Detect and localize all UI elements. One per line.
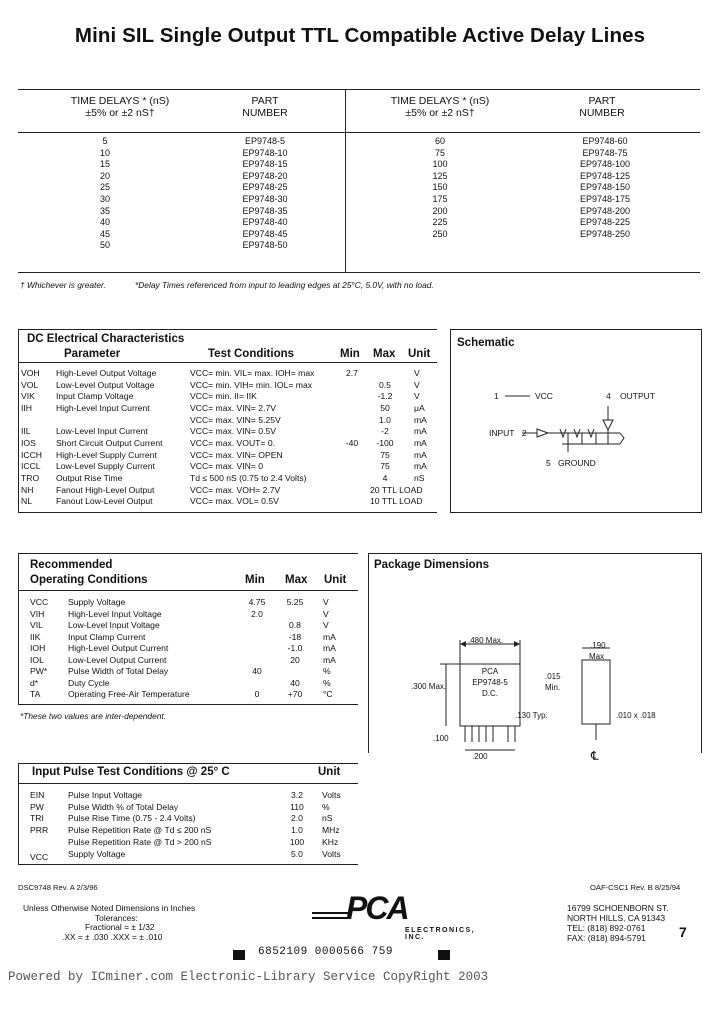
roc-symbol: TA xyxy=(30,689,41,700)
roc-col-unit: Unit xyxy=(324,574,347,586)
dc-col-min: Min xyxy=(340,348,360,360)
pulse-value: 3.2 xyxy=(291,790,303,800)
dc-max: 1.0 xyxy=(379,414,391,425)
dc-symbol: IIH xyxy=(21,402,32,413)
part-number: EP9748-100 xyxy=(579,159,631,170)
roc-max: -1.0 xyxy=(287,643,303,654)
barcode-number: 6852109 0000566 759 xyxy=(258,946,393,958)
dc-condition: VCC= max. VIN= 0.5V xyxy=(190,426,276,437)
dim-standoff-min: Min. xyxy=(545,683,561,692)
barcode-mark-right xyxy=(438,950,450,960)
dc-symbol: VOH xyxy=(21,368,40,378)
pulse-symbol: TRI xyxy=(30,813,44,824)
dc-unit: mA xyxy=(414,461,427,472)
dc-parameter: Short Circuit Output Current xyxy=(56,437,163,448)
part-number: EP9748-200 xyxy=(579,205,631,216)
roc-parameter: Input Clamp Current xyxy=(68,631,146,642)
dc-symbol: IOS xyxy=(21,437,36,448)
dc-parameter: High-Level Supply Current xyxy=(56,449,157,460)
roc-parameter: Supply Voltage xyxy=(68,597,126,607)
dc-condition: VCC= max. VIN= OPEN xyxy=(190,449,283,460)
dc-symbol: ICCH xyxy=(21,449,43,460)
body-label-pca: PCA xyxy=(481,667,499,676)
pulse-unit: Volts xyxy=(322,790,341,800)
roc-max: 20 xyxy=(290,654,300,665)
dim-thickness: .190 xyxy=(590,641,606,650)
logo-text: PCA xyxy=(346,890,408,926)
part-header-left: PART NUMBER xyxy=(242,95,288,119)
dc-min: -40 xyxy=(345,437,359,448)
tolerance-line-4: .XX = ± .030 .XXX = ± .010 xyxy=(62,932,163,942)
input-buffer-icon xyxy=(537,429,548,437)
dc-unit: nS xyxy=(414,472,425,483)
roc-parameter: Operating Free-Air Temperature xyxy=(68,689,190,700)
pulse-parameter: Pulse Repetition Rate @ Td > 200 nS xyxy=(68,836,212,847)
roc-unit: mA xyxy=(323,631,336,642)
roc-unit: V xyxy=(323,597,329,607)
powered-by: Powered by ICminer.com Electronic-Library Service CopyRight 2003 xyxy=(8,970,489,984)
input-label: INPUT xyxy=(489,428,515,438)
delay-value: 250 xyxy=(432,228,448,239)
dc-symbol: VIK xyxy=(21,391,35,402)
roc-col-max: Max xyxy=(285,574,308,586)
roc-unit: V xyxy=(323,608,329,619)
dc-max: -100 xyxy=(376,437,394,448)
address-block: 16799 SCHOENBORN ST. NORTH HILLS, CA 91343 TEL: (818) 892-0761 FAX: (818) 894-5791 xyxy=(567,903,669,943)
roc-min: 0 xyxy=(254,689,260,700)
roc-parameter: Duty Cycle xyxy=(68,677,110,688)
dim-height: .300 Max. xyxy=(411,682,447,691)
delay-value: 75 xyxy=(434,147,445,158)
pulse-parameter: Pulse Input Voltage xyxy=(68,790,143,800)
part-number: EP9748-150 xyxy=(579,182,631,193)
dc-parameter: High-Level Output Voltage xyxy=(56,368,157,378)
part-number: EP9748-5 xyxy=(244,136,286,146)
dc-condition: Td ≤ 500 nS (0.75 to 2.4 Volts) xyxy=(190,472,307,483)
body-label-part: EP9748-5 xyxy=(472,678,508,687)
dc-condition: VCC= max. VOL= 0.5V xyxy=(190,496,279,507)
part-number: EP9748-35 xyxy=(242,205,288,216)
roc-title-2: Operating Conditions xyxy=(30,574,148,586)
dc-condition: VCC= min. VIH= min. IOL= max xyxy=(190,379,313,390)
part-number: EP9748-225 xyxy=(579,217,631,228)
roc-min: 2.0 xyxy=(251,608,263,619)
tolerance-line-3: Fractional = ± 1/32 xyxy=(85,922,155,932)
dc-parameter: Low-Level Supply Current xyxy=(56,461,155,472)
dc-unit: μA xyxy=(414,402,425,413)
roc-symbol: IOL xyxy=(30,654,44,665)
dc-unit: mA xyxy=(414,437,427,448)
pulse-symbol: PRR xyxy=(30,825,49,836)
dim-pin-section: .010 x .018 xyxy=(616,711,656,720)
delay-value: 30 xyxy=(99,193,110,204)
pulse-value: 100 xyxy=(289,836,305,847)
dim-width: .480 Max. xyxy=(468,636,504,645)
tolerance-line-2: Tolerances: xyxy=(95,913,138,923)
dc-parameter: High-Level Input Current xyxy=(56,402,150,413)
dc-max: -2 xyxy=(381,426,389,437)
output-label: OUTPUT xyxy=(620,391,655,401)
pulse-col-unit: Unit xyxy=(318,766,341,778)
part-number: EP9748-15 xyxy=(242,159,288,170)
pin4-label: 4 xyxy=(606,391,611,401)
dc-col-max: Max xyxy=(373,348,396,360)
part-right-column xyxy=(550,136,660,240)
note-whichever: † Whichever is greater. xyxy=(20,280,106,290)
dc-unit: mA xyxy=(414,414,427,425)
dc-max: 20 TTL LOAD xyxy=(370,484,423,495)
doc-number-right: OAF-CSC1 Rev. B 8/25/94 xyxy=(590,883,681,892)
barcode-mark-left xyxy=(233,950,245,960)
part-number: EP9748-30 xyxy=(242,193,288,204)
dc-condition: VCC= min. II= IIK xyxy=(190,391,257,402)
delay-value: 125 xyxy=(432,170,448,181)
pulse-value: 2.0 xyxy=(291,813,303,824)
pulse-unit: KHz xyxy=(322,836,339,847)
dc-condition: VCC= max. VIN= 0 xyxy=(190,461,264,472)
delay-value: 25 xyxy=(99,182,110,193)
dc-parameter: Fanout High-Level Output xyxy=(56,484,155,495)
dc-max: 50 xyxy=(380,402,390,413)
body-label-dc: D.C. xyxy=(482,689,498,698)
roc-unit: °C xyxy=(323,689,333,700)
pulse-symbol: PW xyxy=(30,801,44,812)
part-number: EP9748-125 xyxy=(579,170,631,181)
part-number: EP9748-45 xyxy=(242,228,288,239)
delay-left-column xyxy=(60,136,150,252)
roc-max: +70 xyxy=(287,689,303,700)
delay-value: 35 xyxy=(99,205,110,216)
pulse-unit: MHz xyxy=(322,825,340,836)
dc-col-conditions: Test Conditions xyxy=(208,348,295,360)
dc-max: 75 xyxy=(380,449,390,460)
delay-value: 5 xyxy=(102,136,108,146)
dc-col-parameter: Parameter xyxy=(64,348,121,360)
delay-value: 10 xyxy=(99,147,110,158)
dc-min: 2.7 xyxy=(346,368,358,378)
roc-parameter: Pulse Width of Total Delay xyxy=(68,666,169,677)
dc-symbol: NL xyxy=(21,496,32,507)
roc-min: 40 xyxy=(252,666,262,677)
roc-symbol: VCC xyxy=(30,597,49,607)
roc-min: 4.75 xyxy=(248,597,266,607)
centerline-icon: ℄ xyxy=(591,749,599,763)
dc-unit: V xyxy=(414,379,420,390)
note-delay-reference: *Delay Times referenced from input to leading edges at 25°C, 5.0V, with no load. xyxy=(135,280,434,290)
delay-value: 45 xyxy=(99,228,110,239)
package-title: Package Dimensions xyxy=(374,559,490,571)
dc-max: 10 TTL LOAD xyxy=(370,496,423,507)
roc-unit: % xyxy=(323,677,331,688)
dc-symbol: ICCL xyxy=(21,461,41,472)
dc-symbol: VOL xyxy=(21,379,39,390)
pulse-symbol: VCC xyxy=(30,851,49,862)
part-number: EP9748-75 xyxy=(582,147,628,158)
dc-symbol: NH xyxy=(21,484,34,495)
ground-label: GROUND xyxy=(558,458,596,468)
dc-parameter: Fanout Low-Level Output xyxy=(56,496,153,507)
pulse-unit: % xyxy=(322,801,330,812)
roc-symbol: VIH xyxy=(30,608,45,619)
delay-value: 200 xyxy=(432,205,448,216)
roc-unit: % xyxy=(323,666,331,677)
roc-title-1: Recommended xyxy=(30,559,113,571)
roc-unit: V xyxy=(323,620,329,631)
roc-parameter: High-Level Output Current xyxy=(68,643,169,654)
dim-thickness-max: Max xyxy=(589,652,605,661)
roc-max: 0.8 xyxy=(289,620,301,631)
page-number: 7 xyxy=(679,924,687,940)
dc-unit: V xyxy=(414,391,420,402)
dc-condition: VCC= min. VIL= max. IOH= max xyxy=(190,368,315,378)
delay-value: 100 xyxy=(432,159,448,170)
dc-unit: mA xyxy=(414,426,427,437)
dc-max: -1.2 xyxy=(377,391,393,402)
pulse-parameter: Pulse Rise Time (0.75 - 2.4 Volts) xyxy=(68,813,196,824)
dc-title: DC Electrical Characteristics xyxy=(27,333,185,345)
roc-symbol: d* xyxy=(30,677,39,688)
roc-unit: mA xyxy=(323,654,336,665)
doc-number-left: DSC9748 Rev. A 2/3/96 xyxy=(18,883,98,892)
roc-parameter: Low-Level Input Voltage xyxy=(68,620,160,631)
part-number: EP9748-50 xyxy=(242,240,288,251)
delay-value: 20 xyxy=(99,170,110,181)
roc-symbol: IIK xyxy=(30,631,41,642)
part-left-column xyxy=(210,136,320,252)
delay-value: 60 xyxy=(434,136,445,146)
dc-unit: mA xyxy=(414,449,427,460)
vcc-label: VCC xyxy=(535,391,553,401)
dim-pin-length: .130 Typ. xyxy=(515,711,548,720)
roc-parameter: Low-Level Output Current xyxy=(68,654,167,665)
part-number: EP9748-60 xyxy=(582,136,628,146)
pulse-unit: Volts xyxy=(322,848,341,859)
dim-standoff: .015 xyxy=(545,672,561,681)
delay-value: 50 xyxy=(99,240,110,251)
roc-max: -18 xyxy=(288,631,302,642)
pin5-label: 5 xyxy=(546,458,551,468)
dc-max: 75 xyxy=(380,461,390,472)
part-header-right: PART NUMBER xyxy=(579,95,625,119)
dc-parameter: Output Rise Time xyxy=(56,472,123,483)
dc-max: 0.5 xyxy=(379,379,391,390)
part-number: EP9748-25 xyxy=(242,182,288,193)
pca-logo xyxy=(312,890,482,941)
pulse-unit: nS xyxy=(322,813,333,824)
roc-symbol: IOH xyxy=(30,643,46,654)
delay-right-column xyxy=(400,136,480,240)
delay-value: 15 xyxy=(99,159,110,170)
tolerance-line-1: Unless Otherwise Noted Dimensions in Inches xyxy=(23,903,196,913)
dc-condition: VCC= max. VIN= 5.25V xyxy=(190,414,281,425)
part-number: EP9748-20 xyxy=(242,170,288,181)
package-body-side xyxy=(582,660,610,724)
dim-span: .200 xyxy=(472,752,488,761)
dc-condition: VCC= max. VOUT= 0. xyxy=(190,437,276,448)
part-number: EP9748-250 xyxy=(579,228,631,239)
dc-parameter: Low-Level Output Voltage xyxy=(56,379,155,390)
delay-header-right: TIME DELAYS * (nS) ±5% or ±2 nS† xyxy=(390,95,490,119)
roc-max: 5.25 xyxy=(286,597,304,607)
dc-unit: V xyxy=(414,368,420,378)
part-number: EP9748-40 xyxy=(242,217,288,228)
delay-header-left: TIME DELAYS * (nS) ±5% or ±2 nS† xyxy=(70,95,170,119)
pulse-parameter: Pulse Repetition Rate @ Td ≤ 200 nS xyxy=(68,825,212,836)
pin2-label: 2 xyxy=(522,428,527,438)
pulse-value: 1.0 xyxy=(291,825,303,836)
roc-col-min: Min xyxy=(245,574,265,586)
part-number: EP9748-10 xyxy=(242,147,288,158)
roc-parameter: High-Level Input Voltage xyxy=(68,608,162,619)
roc-unit: mA xyxy=(323,643,336,654)
schematic-title: Schematic xyxy=(457,337,515,349)
roc-note: *These two values are inter-dependent. xyxy=(20,711,167,721)
delay-value: 225 xyxy=(432,217,448,228)
dc-symbol: IIL xyxy=(21,426,31,437)
page-title: Mini SIL Single Output TTL Compatible Active Delay Lines xyxy=(74,24,646,47)
output-buffer-icon xyxy=(603,420,613,430)
pulse-value: 5.0 xyxy=(291,848,303,859)
pulse-parameter: Supply Voltage xyxy=(68,848,126,859)
pulse-value: 110 xyxy=(290,801,304,812)
roc-symbol: VIL xyxy=(30,620,43,631)
logo-subtitle: ELECTRONICS, INC. xyxy=(405,927,476,941)
dc-max: 4 xyxy=(382,472,388,483)
pulse-parameter: Pulse Width % of Total Delay xyxy=(68,801,179,812)
dc-condition: VCC= max. VIN= 2.7V xyxy=(190,402,276,413)
dim-pitch: .100 xyxy=(433,734,449,743)
dc-col-unit: Unit xyxy=(408,348,431,360)
part-number: EP9748-175 xyxy=(579,193,631,204)
dc-condition: VCC= max. VOH= 2.7V xyxy=(190,484,281,495)
delay-value: 150 xyxy=(432,182,448,193)
delay-value: 175 xyxy=(432,193,448,204)
pulse-symbol: EIN xyxy=(30,790,45,800)
pulse-title: Input Pulse Test Conditions @ 25° C xyxy=(32,766,230,778)
roc-symbol: PW* xyxy=(30,666,48,677)
dc-symbol: TRO xyxy=(21,472,40,483)
pin1-label: 1 xyxy=(494,391,499,401)
delay-value: 40 xyxy=(99,217,110,228)
dc-parameter: Low-Level Input Current xyxy=(56,426,148,437)
roc-max: 40 xyxy=(290,677,300,688)
dc-parameter: Input Clamp Voltage xyxy=(56,391,134,402)
